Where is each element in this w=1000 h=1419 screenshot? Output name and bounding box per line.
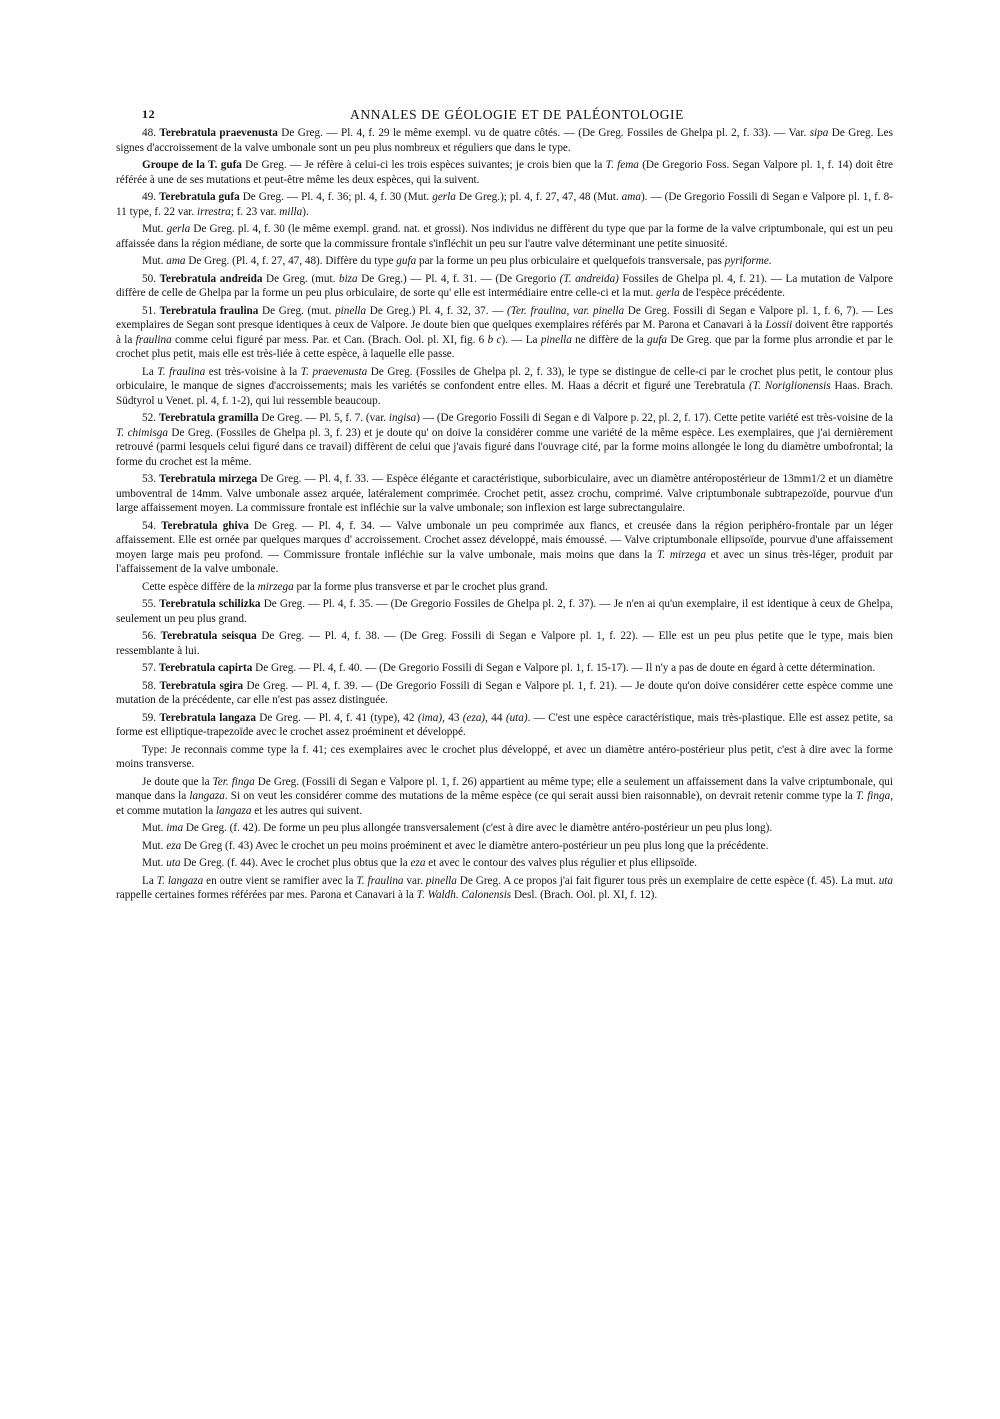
- text-run: , et comme mutation la: [116, 790, 893, 817]
- text-run: Mut.: [142, 223, 167, 235]
- italic-term: ama: [166, 255, 186, 267]
- text-run: De Greg. — Pl. 4, f. 36; pl. 4, f. 30 (Mut.: [239, 191, 433, 203]
- italic-term: T. Waldh. Calonensis: [416, 889, 512, 901]
- text-run: .: [768, 255, 772, 267]
- paragraph: [116, 472, 893, 516]
- species-name: Terebratula fraulina: [159, 304, 259, 317]
- italic-term: (T. Noriglionensis: [749, 380, 831, 392]
- paragraph: [116, 411, 893, 469]
- italic-term: T. praevenusta: [300, 365, 368, 378]
- text-run: La: [142, 365, 158, 378]
- text-run: doivent être rapportés à la: [116, 319, 893, 346]
- paragraph: [116, 222, 893, 251]
- italic-term: (eza): [462, 711, 486, 724]
- text-run: De Greg.) — Pl. 4, f. 31. — (De Gregorio: [357, 272, 560, 285]
- text-run: var.: [403, 874, 426, 887]
- species-name: Terebratula gufa: [159, 191, 240, 203]
- text-run: De Greg. — Pl. 4, f. 35. — (De Gregorio Fossiles de Ghelpa pl. 2, f. 37). — Je n'en ai qu'un exemplaire, il est identique à ceux de Ghelpa, seulement un peu plus grand.: [116, 598, 893, 625]
- text-run: Fossiles de Ghelpa pl. 4, f. 21). — La mutation de Valpore diffère de celle de Ghelpa par la forme un peu plus orbiculaire, de sorte qu' elle est intermédiaire entre celle-ci et la mut.: [116, 272, 893, 299]
- paragraph: [116, 856, 893, 871]
- text-run: De Greg. — Pl. 4, f. 29 le même exempl. vu de quatre côtés. — (De Greg. Fossiles de Ghelpa pl. 2, f. 33). — Var.: [277, 127, 810, 139]
- text-run: , 43: [442, 711, 463, 724]
- italic-term: T. finga: [855, 790, 891, 802]
- italic-term: biza: [338, 272, 358, 285]
- italic-term: gerla: [432, 191, 456, 203]
- species-name: Groupe de la T. gufa: [142, 159, 242, 171]
- text-run: Mut.: [142, 255, 167, 267]
- text-run: De Greg. (f. 44). Avec le crochet plus obtus que la: [180, 857, 411, 869]
- text-run: Mut.: [142, 857, 167, 869]
- paragraph: [116, 158, 893, 187]
- italic-term: gufa: [396, 255, 417, 267]
- text-run: Cette espèce diffère de la: [142, 580, 258, 593]
- paragraph: [116, 874, 893, 903]
- italic-term: T. mirzega: [656, 548, 706, 561]
- species-name: Terebratula andreida: [159, 272, 263, 285]
- italic-term: gufa: [647, 333, 668, 346]
- text-run: 58.: [142, 679, 160, 692]
- italic-term: pinella: [425, 874, 457, 887]
- italic-term: ingisa: [388, 412, 417, 424]
- text-run: De Greg. — Pl. 4, f. 38. — (De Greg. Fossili di Segan e Valpore pl. 1, f. 22). — Elle est un peu plus petite que le type, mais bien ressemblante à lui.: [116, 630, 893, 657]
- text-run: De Greg. — Pl. 4, f. 33. — Espèce élégante et caractéristique, suborbiculaire, avec un diamètre antéropostérieur de 13mm1/2 et un diamètre umboventral de 14mm. Valve umbonale assez arquée, latéralement comprimée. Crochet petit, assez crochu, comprimé. Valve criptumbonale subtrapezoïde, pourvue d'un large affaissement moyen. La commissure frontale est infléchie sur la valve umbonale; son inflexion est large subrectangulaire.: [116, 473, 894, 514]
- text-run: comme celui figuré par mess. Par. et Can. (Brach. Ool. pl. XI, fig. 6: [171, 333, 488, 346]
- text-run: 53.: [142, 473, 160, 485]
- text-run: De Greg. — Pl. 5, f. 7. (var.: [258, 412, 389, 424]
- text-run: De Greg. — Je réfère à celui-ci les trois espèces suivantes; je crois bien que la: [241, 159, 606, 171]
- paragraph: [116, 272, 893, 301]
- body-text: [116, 126, 893, 906]
- text-run: 51.: [142, 304, 160, 317]
- paragraph: [116, 597, 893, 626]
- text-run: 55.: [142, 598, 160, 610]
- italic-term: T. langaza: [156, 874, 204, 887]
- text-run: et avec un sinus très-léger, produit par l'affaissement de la valve umbonale.: [116, 548, 893, 575]
- species-name: Terebratula praevenusta: [159, 127, 278, 139]
- paragraph: [116, 304, 893, 362]
- italic-term: gerla: [656, 287, 680, 299]
- italic-term: langaza: [189, 790, 225, 802]
- paragraph: [116, 519, 893, 577]
- text-run: De Greg. (Fossiles de Ghelpa pl. 3, f. 23) et je doute qu' on doive la considérer comme une variété de la même espèce. Les exemplaires, que j'ai dernièrement retrouvé (parmi lesquels celui figuré dans ce travail) diffèrent de celui que j'avais figuré dans l'ouvrage cité, par la forme moins allongée le long du diamètre umbofrontal; la forme du crochet est la même.: [116, 426, 893, 468]
- text-run: De Greg. (Pl. 4, f. 27, 47, 48). Diffère du type: [185, 255, 397, 267]
- text-run: 48.: [142, 127, 160, 139]
- text-run: 52.: [142, 412, 159, 424]
- italic-term: milla: [279, 205, 303, 218]
- italic-term: (ima): [417, 711, 443, 724]
- text-run: par la forme un peu plus orbiculaire et quelquefois transversale, pas: [416, 255, 725, 267]
- paragraph: [116, 711, 893, 740]
- page-number: 12: [142, 107, 156, 121]
- italic-term: langaza: [216, 804, 252, 817]
- text-run: 59.: [142, 711, 160, 724]
- italic-term: ima: [166, 822, 184, 834]
- italic-term: sipa: [809, 127, 829, 139]
- text-run: 49.: [142, 191, 159, 203]
- text-run: Haas. Brach. Südtyrol u Venet. pl. 4, f. 1-2), qui lui ressemble beaucoup.: [116, 380, 894, 407]
- text-run: De Greg. Fossili di Segan e Valpore pl. 1, f. 6, 7). — Les exemplaires de Segan sont presque identiques à ceux de Valpore. Je doute bien que quelques exemplaires référés par M. Parona et Canavari à la: [116, 304, 893, 331]
- text-run: Mut.: [142, 822, 167, 834]
- text-run: et les autres qui suivent.: [251, 804, 363, 817]
- text-run: est très-voisine à la: [205, 365, 301, 378]
- italic-term: (Ter. fraulina, var. pinella: [507, 304, 625, 317]
- text-run: Je doute que la: [142, 775, 213, 788]
- text-run: de l'espèce précédente.: [679, 287, 785, 299]
- italic-term: b c: [487, 333, 502, 346]
- italic-term: pinella: [335, 304, 367, 317]
- paragraph: [116, 190, 893, 219]
- italic-term: eza: [410, 857, 426, 869]
- italic-term: Lossii: [765, 319, 793, 331]
- species-name: Terebratula langaza: [159, 711, 256, 724]
- text-run: ).: [302, 205, 309, 218]
- text-run: De Greg (f. 43) Avec le crochet un peu moins proéminent et avec le diamètre antero-postérieur un peu plus long que la précédente.: [181, 839, 769, 852]
- paragraph: [116, 661, 893, 676]
- text-run: par la forme plus transverse et par le crochet plus grand.: [293, 580, 548, 593]
- paragraph: [116, 679, 893, 708]
- page-header: [142, 107, 892, 127]
- text-run: . Si on veut les considérer comme des mutations de la même espèce (ce qui serait aussi bien raisonnable), on devrait retenir comme type la: [224, 790, 856, 802]
- text-run: De Greg.) Pl. 4, f. 32, 37. —: [366, 304, 508, 317]
- italic-term: mirzega: [257, 580, 294, 593]
- species-name: Terebratula ghiva: [161, 519, 249, 532]
- text-run: De Greg. — Pl. 4, f. 34. — Valve umbonale un peu comprimée aux flancs, et creusée dans la région periphéro-frontale par un léger affaissement. Elle est ornée par quelques marques d' accroissement. Crochet assez développé, mais émoussé. — Valve criptumbonale ellipsoïde, pourvue d'une affaissement moyen large mais peu profond. — Commissure frontale infléchie sur la valve umbonale, mais moins que dans la: [116, 519, 894, 561]
- paragraph: [116, 365, 893, 409]
- text-run: 56.: [142, 630, 161, 642]
- text-run: 57.: [142, 662, 159, 674]
- text-run: . — C'est une espèce caractéristique, mais très-plastique. Elle est assez petite, sa forme est elliptique-trapezoïde avec le crochet assez proéminent et développé.: [116, 711, 893, 738]
- paragraph: [116, 254, 893, 269]
- italic-term: pinella: [540, 333, 572, 346]
- italic-term: fraulina: [135, 333, 172, 346]
- text-run: De Greg. (mut.: [262, 272, 339, 285]
- text-run: 50.: [142, 272, 160, 285]
- species-name: Terebratula seisqua: [160, 630, 257, 642]
- text-run: 54.: [142, 519, 162, 532]
- text-run: rappelle certaines formes référées par mes. Parona et Canavari à la: [116, 889, 417, 901]
- italic-term: T. fraulina: [356, 874, 404, 887]
- text-run: De Greg. — Pl. 4, f. 41 (type), 42: [255, 711, 418, 724]
- text-run: De Greg. que par la forme plus arrondie et par le crochet plus petit, mais elle est très-liée à cette espèce, à laquelle elle passe.: [116, 333, 893, 360]
- text-run: De Greg. — Pl. 4, f. 40. — (De Gregorio Fossili di Segan e Valpore pl. 1, f. 15-17). — Il n'y a pas de doute en égard à cette détermination.: [252, 662, 876, 674]
- text-run: ). — (De Gregorio Fossili di Segan e Valpore pl. 1, f. 8-11 type, f. 22 var.: [116, 191, 893, 218]
- italic-term: uta: [166, 857, 181, 869]
- paragraph: [116, 775, 893, 819]
- italic-term: ama: [621, 191, 641, 203]
- species-name: Terebratula mirzega: [159, 473, 258, 485]
- paragraph: [116, 580, 893, 595]
- text-run: De Greg. (mut.: [258, 304, 336, 317]
- paragraph: [116, 126, 893, 155]
- species-name: Terebratula capirta: [158, 662, 253, 674]
- italic-term: eza: [166, 839, 182, 852]
- paragraph: [116, 629, 893, 658]
- text-run: De Greg.); pl. 4, f. 27, 47, 48 (Mut.: [455, 191, 622, 203]
- text-run: (De Gregorio Foss. Segan Valpore pl. 1, f. 14) doit être référée à une de ses mutations et peut-être même les deux espèces, qui la suivent.: [116, 159, 894, 186]
- italic-term: gerla: [166, 223, 191, 235]
- species-name: Terebratula sgira: [159, 679, 244, 692]
- species-name: Terebratula schilizka: [159, 598, 261, 610]
- text-run: Type: Je reconnais comme type la f. 41; ces exemplaires avec le crochet plus développé, et avec un diamètre antéro-postérieur plus petit, c'est à dire avec la forme moins transverse.: [116, 743, 893, 770]
- paragraph: [116, 839, 893, 854]
- text-run: De Greg. (f. 42). De forme un peu plus allongée transversalement (c'est à dire avec le diamètre antéro-postérieur un peu plus long).: [183, 822, 773, 834]
- text-run: De Greg. (Fossiles de Ghelpa pl. 2, f. 33), le type se distingue de celle-ci par le crochet plus petit, le contour plus orbiculaire, le manque de signes d'accroissements; mais les variétés se confondent entre elles. M. Haas a décrit et figuré une Terebratula: [116, 365, 893, 392]
- paragraph: [116, 821, 893, 836]
- italic-term: irrestra: [197, 205, 231, 218]
- text-run: De Greg. pl. 4, f. 30 (le même exempl. grand. nat. et grossi). Nos individus ne diffèrent du type que par la forme de la valve criptumbonale, qui est un peu affaissée dans la région médiane, de sorte que la commissure frontale s'infléchit un peu sur l'autre valve déterminant une petite sinuosité.: [116, 223, 893, 250]
- italic-term: uta: [878, 874, 893, 887]
- italic-term: (T. andreida): [559, 272, 619, 285]
- italic-term: T. fraulina: [157, 365, 206, 378]
- text-run: Desl. (Brach. Ool. pl. XI, f. 12).: [511, 889, 658, 901]
- italic-term: Ter. finga: [212, 775, 255, 788]
- text-run: ). — La: [501, 333, 541, 346]
- text-run: en outre vient se ramifier avec la: [203, 874, 357, 887]
- text-run: ne diffère de la: [571, 333, 648, 346]
- text-run: Mut.: [142, 839, 167, 852]
- text-run: ) — (De Gregorio Fossili di Segan e di Valpore p. 22, pl. 2, f. 17). Cette petite variété est très-voisine de la: [416, 412, 894, 424]
- species-name: Terebratula gramilla: [158, 412, 259, 424]
- paragraph: [116, 743, 893, 772]
- italic-term: T. fema: [605, 159, 639, 171]
- text-run: , 44: [485, 711, 506, 724]
- text-run: De Greg. A ce propos j'ai fait figurer tous près un exemplaire de cette espèce (f. 45). La mut.: [456, 874, 879, 887]
- text-run: De Greg. — Pl. 4, f. 39. — (De Gregorio Fossili di Segan e Valpore pl. 1, f. 21). — Je doute qu'on doive considérer cette espèce comme une mutation de la précédente, car elle n'est pas assez distinguée.: [116, 679, 893, 706]
- italic-term: (uta): [505, 711, 528, 724]
- running-title: ANNALES DE GÉOLOGIE ET DE PALÉONTOLOGIE: [350, 107, 684, 122]
- text-run: ; f. 23 var.: [230, 205, 280, 218]
- text-run: De Greg. (Fossili di Segan e Valpore pl. 1, f. 26) appartient au même type; elle a seulement un affaissement dans la valve criptumbonale, qui manque dans la: [116, 775, 893, 802]
- italic-term: pyriforme: [724, 255, 769, 267]
- text-run: et avec le contour des valves plus régulier et plus ellipsoïde.: [425, 857, 697, 869]
- italic-term: T. chimisga: [116, 426, 168, 439]
- text-run: De Greg. Les signes d'accroissement de la valve umbonale sont un peu plus nombreux et réguliers que dans le type.: [116, 127, 894, 154]
- text-run: La: [142, 874, 157, 887]
